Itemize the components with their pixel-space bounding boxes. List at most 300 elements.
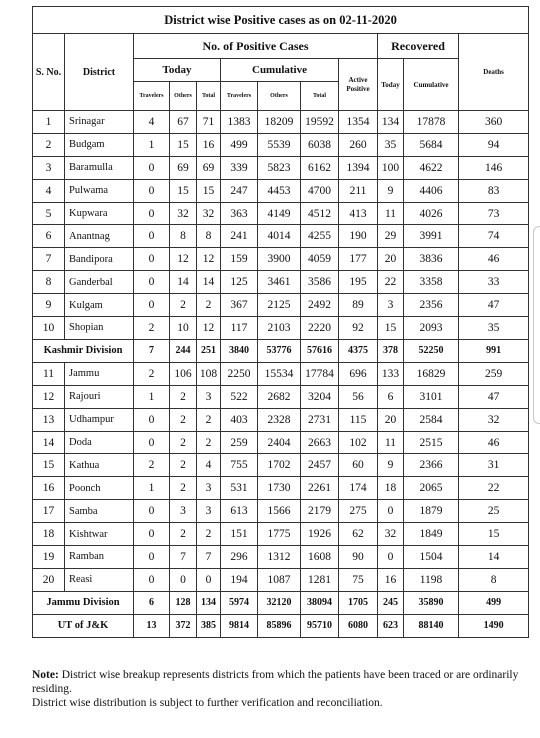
cell-t-oth: 128 xyxy=(170,591,197,614)
cell-division-name: UT of J&K xyxy=(33,614,134,637)
cell-r-today: 35 xyxy=(378,133,404,156)
cell-r-today: 15 xyxy=(378,317,404,340)
header-today-total: Total xyxy=(197,82,221,111)
table-row xyxy=(33,362,529,385)
cell-c-tot: 17784 xyxy=(301,362,339,385)
cell-active: 102 xyxy=(339,431,378,454)
cell-t-trav: 2 xyxy=(134,317,170,340)
cell-sno: 12 xyxy=(33,385,65,408)
cell-sno: 6 xyxy=(33,225,65,248)
cell-t-trav: 0 xyxy=(134,248,170,271)
cell-sno: 9 xyxy=(33,294,65,317)
cell-t-tot: 14 xyxy=(197,271,221,294)
cell-c-oth: 1702 xyxy=(258,454,301,477)
table-row xyxy=(33,477,529,500)
header-cum-others: Others xyxy=(258,82,301,111)
cell-sno: 4 xyxy=(33,179,65,202)
cell-t-tot: 2 xyxy=(197,523,221,546)
cell-t-tot: 3 xyxy=(197,477,221,500)
cell-c-tot: 2492 xyxy=(301,294,339,317)
cell-deaths: 31 xyxy=(459,454,529,477)
cell-c-oth: 53776 xyxy=(258,339,301,362)
cell-c-trav: 125 xyxy=(221,271,258,294)
cell-t-tot: 32 xyxy=(197,202,221,225)
cell-t-oth: 244 xyxy=(170,339,197,362)
cell-c-oth: 1087 xyxy=(258,568,301,591)
cell-deaths: 35 xyxy=(459,317,529,340)
cell-r-today: 22 xyxy=(378,271,404,294)
cell-r-cum: 1198 xyxy=(404,568,459,591)
cell-t-trav: 1 xyxy=(134,477,170,500)
header-sno: S. No. xyxy=(33,34,65,111)
cell-c-tot: 19592 xyxy=(301,111,339,134)
cell-r-cum: 2093 xyxy=(404,317,459,340)
cell-c-tot: 2731 xyxy=(301,408,339,431)
cell-district: Rajouri xyxy=(65,385,134,408)
cell-t-oth: 67 xyxy=(170,111,197,134)
cell-r-cum: 1504 xyxy=(404,546,459,569)
cell-t-oth: 15 xyxy=(170,133,197,156)
cell-r-cum: 2515 xyxy=(404,431,459,454)
cell-sno: 11 xyxy=(33,362,65,385)
cell-t-trav: 2 xyxy=(134,362,170,385)
cell-c-oth: 15534 xyxy=(258,362,301,385)
cell-district: Pulwama xyxy=(65,179,134,202)
cell-t-trav: 0 xyxy=(134,568,170,591)
cell-active: 90 xyxy=(339,546,378,569)
note-label: Note: xyxy=(32,669,59,681)
cell-t-tot: 2 xyxy=(197,431,221,454)
header-cum-travelers: Travelers xyxy=(221,82,258,111)
table-row xyxy=(33,568,529,591)
cell-t-oth: 106 xyxy=(170,362,197,385)
cell-t-tot: 4 xyxy=(197,454,221,477)
cell-district: Kishtwar xyxy=(65,523,134,546)
cell-r-cum: 3836 xyxy=(404,248,459,271)
cell-t-tot: 71 xyxy=(197,111,221,134)
cell-sno: 20 xyxy=(33,568,65,591)
cell-r-cum: 4406 xyxy=(404,179,459,202)
cell-t-oth: 10 xyxy=(170,317,197,340)
header-positive-cases: No. of Positive Cases xyxy=(134,34,378,59)
cell-t-oth: 2 xyxy=(170,294,197,317)
table-row xyxy=(33,156,529,179)
cell-c-oth: 1566 xyxy=(258,500,301,523)
table-row xyxy=(33,248,529,271)
cell-r-cum: 2366 xyxy=(404,454,459,477)
cell-c-tot: 4059 xyxy=(301,248,339,271)
cell-c-trav: 367 xyxy=(221,294,258,317)
cell-r-today: 18 xyxy=(378,477,404,500)
cell-t-oth: 8 xyxy=(170,225,197,248)
cell-t-tot: 0 xyxy=(197,568,221,591)
cell-r-today: 245 xyxy=(378,591,404,614)
cell-c-oth: 2682 xyxy=(258,385,301,408)
cell-deaths: 94 xyxy=(459,133,529,156)
cell-t-trav: 0 xyxy=(134,408,170,431)
cell-c-oth: 2103 xyxy=(258,317,301,340)
cell-c-trav: 755 xyxy=(221,454,258,477)
cell-r-today: 11 xyxy=(378,431,404,454)
cell-c-oth: 1775 xyxy=(258,523,301,546)
cell-t-trav: 13 xyxy=(134,614,170,637)
cell-r-cum: 1849 xyxy=(404,523,459,546)
cell-t-oth: 0 xyxy=(170,568,197,591)
cell-c-tot: 38094 xyxy=(301,591,339,614)
cell-active: 92 xyxy=(339,317,378,340)
cell-active: 195 xyxy=(339,271,378,294)
cell-r-cum: 1879 xyxy=(404,500,459,523)
cell-c-tot: 6038 xyxy=(301,133,339,156)
cell-c-oth: 5823 xyxy=(258,156,301,179)
cell-sno: 14 xyxy=(33,431,65,454)
cell-c-tot: 1608 xyxy=(301,546,339,569)
cell-active: 696 xyxy=(339,362,378,385)
cell-t-trav: 0 xyxy=(134,271,170,294)
cell-c-trav: 3840 xyxy=(221,339,258,362)
cell-r-today: 100 xyxy=(378,156,404,179)
cell-deaths: 32 xyxy=(459,408,529,431)
note-line2: District wise distribution is subject to further verification and reconciliation. xyxy=(32,697,383,709)
table-row xyxy=(33,225,529,248)
cell-r-today: 16 xyxy=(378,568,404,591)
cell-active: 4375 xyxy=(339,339,378,362)
table-row xyxy=(33,523,529,546)
table-row xyxy=(33,454,529,477)
cell-district: Samba xyxy=(65,500,134,523)
cell-c-tot: 2261 xyxy=(301,477,339,500)
cell-c-trav: 1383 xyxy=(221,111,258,134)
cell-c-trav: 247 xyxy=(221,179,258,202)
cell-r-cum: 16829 xyxy=(404,362,459,385)
cell-t-trav: 0 xyxy=(134,546,170,569)
cell-district: Ramban xyxy=(65,546,134,569)
cell-t-tot: 134 xyxy=(197,591,221,614)
cell-t-tot: 16 xyxy=(197,133,221,156)
cell-active: 260 xyxy=(339,133,378,156)
cell-c-oth: 3900 xyxy=(258,248,301,271)
cell-c-trav: 531 xyxy=(221,477,258,500)
cell-c-trav: 2250 xyxy=(221,362,258,385)
cell-active: 413 xyxy=(339,202,378,225)
cell-c-trav: 259 xyxy=(221,431,258,454)
cell-t-tot: 3 xyxy=(197,500,221,523)
cell-c-tot: 4700 xyxy=(301,179,339,202)
cell-t-trav: 1 xyxy=(134,385,170,408)
cell-c-trav: 363 xyxy=(221,202,258,225)
cell-deaths: 360 xyxy=(459,111,529,134)
cell-r-cum: 3358 xyxy=(404,271,459,294)
cell-t-tot: 2 xyxy=(197,408,221,431)
cell-t-oth: 2 xyxy=(170,385,197,408)
cell-t-oth: 7 xyxy=(170,546,197,569)
cell-t-oth: 69 xyxy=(170,156,197,179)
header-deaths: Deaths xyxy=(459,34,529,111)
cell-c-oth: 2125 xyxy=(258,294,301,317)
cell-r-cum: 4622 xyxy=(404,156,459,179)
cell-sno: 13 xyxy=(33,408,65,431)
cell-c-trav: 613 xyxy=(221,500,258,523)
cell-t-trav: 1 xyxy=(134,133,170,156)
cell-active: 56 xyxy=(339,385,378,408)
cell-t-tot: 108 xyxy=(197,362,221,385)
cell-r-today: 0 xyxy=(378,546,404,569)
cell-r-cum: 2584 xyxy=(404,408,459,431)
header-cumulative: Cumulative xyxy=(221,59,339,82)
header-active-positive: Active Positive xyxy=(339,59,378,111)
cell-deaths: 46 xyxy=(459,248,529,271)
cell-t-trav: 0 xyxy=(134,225,170,248)
cell-c-trav: 522 xyxy=(221,385,258,408)
cell-sno: 19 xyxy=(33,546,65,569)
cell-t-tot: 15 xyxy=(197,179,221,202)
cell-c-oth: 4014 xyxy=(258,225,301,248)
cell-r-today: 3 xyxy=(378,294,404,317)
cell-deaths: 47 xyxy=(459,294,529,317)
cell-active: 275 xyxy=(339,500,378,523)
cell-r-today: 20 xyxy=(378,248,404,271)
cell-district: Baramulla xyxy=(65,156,134,179)
cell-r-today: 9 xyxy=(378,454,404,477)
cell-sno: 2 xyxy=(33,133,65,156)
cell-c-tot: 3204 xyxy=(301,385,339,408)
cell-deaths: 146 xyxy=(459,156,529,179)
cell-sno: 7 xyxy=(33,248,65,271)
cell-active: 75 xyxy=(339,568,378,591)
cell-t-tot: 12 xyxy=(197,317,221,340)
cell-sno: 10 xyxy=(33,317,65,340)
cell-district: Ganderbal xyxy=(65,271,134,294)
cell-c-trav: 403 xyxy=(221,408,258,431)
cell-r-cum: 2065 xyxy=(404,477,459,500)
cell-deaths: 25 xyxy=(459,500,529,523)
cell-r-today: 623 xyxy=(378,614,404,637)
cell-c-oth: 3461 xyxy=(258,271,301,294)
cell-c-trav: 339 xyxy=(221,156,258,179)
cell-r-today: 32 xyxy=(378,523,404,546)
cases-table xyxy=(32,6,529,638)
table-row xyxy=(33,431,529,454)
cell-sno: 5 xyxy=(33,202,65,225)
cell-t-tot: 7 xyxy=(197,546,221,569)
cell-deaths: 15 xyxy=(459,523,529,546)
cell-t-tot: 69 xyxy=(197,156,221,179)
cell-active: 190 xyxy=(339,225,378,248)
cell-sno: 1 xyxy=(33,111,65,134)
cell-district: Anantnag xyxy=(65,225,134,248)
cell-r-cum: 17878 xyxy=(404,111,459,134)
table-row xyxy=(33,408,529,431)
cell-deaths: 22 xyxy=(459,477,529,500)
cell-c-oth: 1730 xyxy=(258,477,301,500)
cell-r-today: 9 xyxy=(378,179,404,202)
cell-deaths: 74 xyxy=(459,225,529,248)
cell-t-oth: 15 xyxy=(170,179,197,202)
cell-deaths: 73 xyxy=(459,202,529,225)
cell-t-trav: 4 xyxy=(134,111,170,134)
cell-district: Shopian xyxy=(65,317,134,340)
cell-active: 89 xyxy=(339,294,378,317)
cell-c-tot: 3586 xyxy=(301,271,339,294)
cell-c-oth: 32120 xyxy=(258,591,301,614)
cell-deaths: 46 xyxy=(459,431,529,454)
cell-district: Srinagar xyxy=(65,111,134,134)
cell-sno: 8 xyxy=(33,271,65,294)
cell-t-trav: 2 xyxy=(134,454,170,477)
cell-deaths: 259 xyxy=(459,362,529,385)
cell-district: Jammu xyxy=(65,362,134,385)
cell-c-tot: 6162 xyxy=(301,156,339,179)
table-row xyxy=(33,271,529,294)
cell-c-trav: 296 xyxy=(221,546,258,569)
cell-r-today: 20 xyxy=(378,408,404,431)
cell-division-name: Jammu Division xyxy=(33,591,134,614)
cell-deaths: 83 xyxy=(459,179,529,202)
cell-district: Poonch xyxy=(65,477,134,500)
cell-t-tot: 2 xyxy=(197,294,221,317)
cell-t-oth: 2 xyxy=(170,454,197,477)
footnote xyxy=(32,668,532,710)
cell-active: 60 xyxy=(339,454,378,477)
cell-c-oth: 2404 xyxy=(258,431,301,454)
cell-t-oth: 2 xyxy=(170,408,197,431)
cell-c-tot: 2457 xyxy=(301,454,339,477)
header-recovered: Recovered xyxy=(378,34,459,59)
cell-r-cum: 3101 xyxy=(404,385,459,408)
cell-t-tot: 251 xyxy=(197,339,221,362)
cell-division-name: Kashmir Division xyxy=(33,339,134,362)
cell-r-cum: 52250 xyxy=(404,339,459,362)
table-row xyxy=(33,294,529,317)
cell-t-trav: 6 xyxy=(134,591,170,614)
cell-t-tot: 385 xyxy=(197,614,221,637)
cell-t-trav: 0 xyxy=(134,156,170,179)
cell-r-today: 29 xyxy=(378,225,404,248)
cell-c-trav: 241 xyxy=(221,225,258,248)
table-row xyxy=(33,202,529,225)
cell-t-tot: 3 xyxy=(197,385,221,408)
cell-r-today: 11 xyxy=(378,202,404,225)
cell-active: 174 xyxy=(339,477,378,500)
cell-t-tot: 12 xyxy=(197,248,221,271)
cell-deaths: 499 xyxy=(459,591,529,614)
cell-c-trav: 5974 xyxy=(221,591,258,614)
cell-c-oth: 5539 xyxy=(258,133,301,156)
cell-t-oth: 2 xyxy=(170,523,197,546)
cell-t-trav: 0 xyxy=(134,294,170,317)
cell-district: Kupwara xyxy=(65,202,134,225)
cell-r-today: 0 xyxy=(378,500,404,523)
cell-t-oth: 32 xyxy=(170,202,197,225)
cell-active: 1705 xyxy=(339,591,378,614)
cell-active: 211 xyxy=(339,179,378,202)
cell-r-cum: 2356 xyxy=(404,294,459,317)
cell-t-trav: 7 xyxy=(134,339,170,362)
header-today-travelers: Travelers xyxy=(134,82,170,111)
cell-district: Reasi xyxy=(65,568,134,591)
cell-district: Kulgam xyxy=(65,294,134,317)
cell-active: 177 xyxy=(339,248,378,271)
ut-total-row xyxy=(33,614,529,637)
cell-r-cum: 88140 xyxy=(404,614,459,637)
cell-r-today: 6 xyxy=(378,385,404,408)
cell-district: Udhampur xyxy=(65,408,134,431)
cell-c-oth: 18209 xyxy=(258,111,301,134)
cell-t-trav: 0 xyxy=(134,431,170,454)
cell-active: 62 xyxy=(339,523,378,546)
cell-r-cum: 4026 xyxy=(404,202,459,225)
table-row xyxy=(33,500,529,523)
cell-c-tot: 2179 xyxy=(301,500,339,523)
header-cum-total: Total xyxy=(301,82,339,111)
cell-r-cum: 5684 xyxy=(404,133,459,156)
kashmir-division-row xyxy=(33,339,529,362)
cell-t-oth: 3 xyxy=(170,500,197,523)
header-district: District xyxy=(65,34,134,111)
cell-c-tot: 2220 xyxy=(301,317,339,340)
cell-deaths: 14 xyxy=(459,546,529,569)
page-edge-marker xyxy=(533,226,540,424)
cell-r-today: 378 xyxy=(378,339,404,362)
cell-r-cum: 35890 xyxy=(404,591,459,614)
cell-sno: 18 xyxy=(33,523,65,546)
cell-c-trav: 117 xyxy=(221,317,258,340)
cell-t-oth: 14 xyxy=(170,271,197,294)
cell-c-oth: 4149 xyxy=(258,202,301,225)
cell-deaths: 8 xyxy=(459,568,529,591)
cell-t-oth: 12 xyxy=(170,248,197,271)
cell-c-trav: 499 xyxy=(221,133,258,156)
table-row xyxy=(33,133,529,156)
cell-t-trav: 0 xyxy=(134,202,170,225)
cell-r-today: 133 xyxy=(378,362,404,385)
cell-active: 6080 xyxy=(339,614,378,637)
cell-active: 1394 xyxy=(339,156,378,179)
report-sheet xyxy=(32,6,528,638)
table-title: District wise Positive cases as on 02-11-2020 xyxy=(33,7,529,34)
cell-t-tot: 8 xyxy=(197,225,221,248)
cell-district: Bandipora xyxy=(65,248,134,271)
cell-active: 115 xyxy=(339,408,378,431)
cell-active: 1354 xyxy=(339,111,378,134)
cell-c-oth: 2328 xyxy=(258,408,301,431)
cell-t-trav: 0 xyxy=(134,523,170,546)
cell-t-oth: 2 xyxy=(170,477,197,500)
cell-c-tot: 95710 xyxy=(301,614,339,637)
cell-c-tot: 2663 xyxy=(301,431,339,454)
cell-c-tot: 4255 xyxy=(301,225,339,248)
cell-c-tot: 57616 xyxy=(301,339,339,362)
cell-c-oth: 1312 xyxy=(258,546,301,569)
cell-deaths: 47 xyxy=(459,385,529,408)
cell-r-today: 134 xyxy=(378,111,404,134)
cell-c-tot: 1281 xyxy=(301,568,339,591)
cell-t-oth: 2 xyxy=(170,431,197,454)
cell-deaths: 33 xyxy=(459,271,529,294)
cell-c-oth: 4453 xyxy=(258,179,301,202)
header-today: Today xyxy=(134,59,221,82)
table-row xyxy=(33,317,529,340)
header-today-others: Others xyxy=(170,82,197,111)
cell-c-trav: 9814 xyxy=(221,614,258,637)
header-recovered-cumulative: Cumulative xyxy=(404,59,459,111)
note-line1: District wise breakup represents districts from which the patients have been traced or are ordinarily residing. xyxy=(32,669,519,695)
cell-t-trav: 0 xyxy=(134,179,170,202)
cell-district: Doda xyxy=(65,431,134,454)
cell-sno: 17 xyxy=(33,500,65,523)
cell-r-cum: 3991 xyxy=(404,225,459,248)
cell-c-oth: 85896 xyxy=(258,614,301,637)
